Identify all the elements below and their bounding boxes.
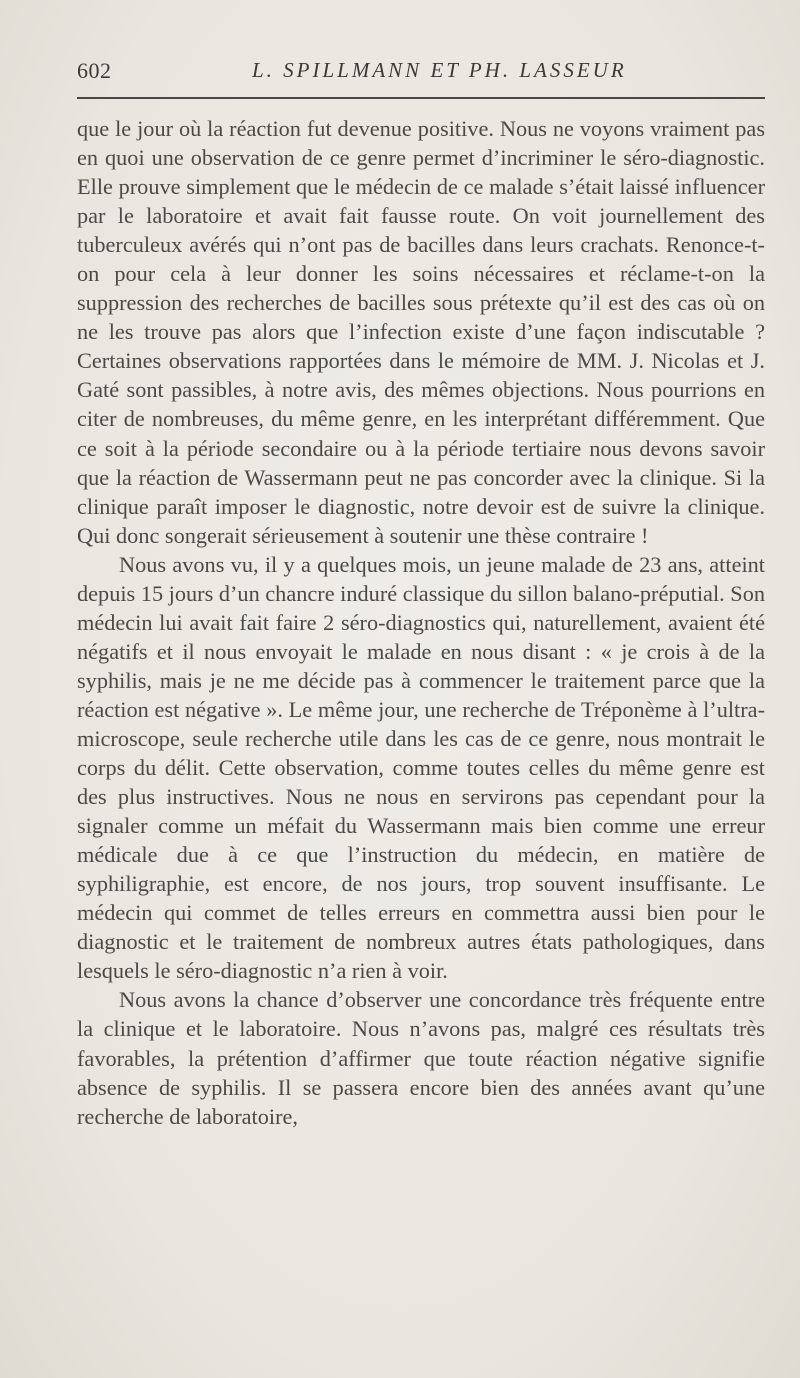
- page-number: 602: [77, 58, 112, 83]
- running-title: L. SPILLMANN ET PH. LASSEUR: [252, 58, 627, 82]
- body-text: [77, 114, 765, 1131]
- paragraph-2: Nous avons vu, il y a quelques mois, un jeune malade de 23 ans, atteint depuis 15 jours d’un chancre induré classique du sillon balano-préputial. Son médecin lui avait fait faire 2 séro-diagnostics qui, naturellement, avaient été négatifs et il nous envoyait le malade en nous disant : « je crois à de la syphilis, mais je ne me décide pas à commencer le traitement parce que la réaction est négative ». Le même jour, une recherche de Tréponème à l’ultra-microscope, seule recherche utile dans les cas de ce genre, nous montrait le corps du délit. Cette observation, comme toutes celles du même genre est des plus instructives. Nous ne nous en servirons pas cependant pour la signaler comme un méfait du Wassermann mais bien comme une erreur médicale due à ce que l’instruction du médecin, en matière de syphiligraphie, est encore, de nos jours, trop souvent insuffisante. Le médecin qui commet de telles erreurs en commettra aussi bien pour le diagnostic et le traitement de nombreux autres états pathologiques, dans lesquels le séro-diagnostic n’a rien à voir.: [77, 551, 765, 984]
- paragraph-1: que le jour où la réaction fut devenue positive. Nous ne voyons vraiment pas en quoi une observation de ce genre permet d’incriminer le séro-diagnostic. Elle prouve simplement que le médecin de ce malade s’était laissé influencer par le laboratoire et avait fait fausse route. On voit journellement des tuberculeux avérés qui n’ont pas de bacilles dans leurs crachats. Renonce-t-on pour cela à leur donner les soins nécessaires et réclame-t-on la suppression des recherches de bacilles sous prétexte qu’il est des cas où on ne les trouve pas alors que l’infection existe d’une façon indiscutable ? Certaines observations rapportées dans le mémoire de MM. J. Nicolas et J. Gaté sont passibles, à notre avis, des mêmes objections. Nous pourrions en citer de nombreuses, du même genre, en les interprétant différemment. Que ce soit à la période secondaire ou à la période tertiaire nous devons savoir que la réaction de Wassermann peut ne pas concorder avec la clinique. Si la clinique paraît imposer le diagnostic, notre devoir est de suivre la clinique. Qui donc songerait sérieusement à soutenir une thèse contraire !: [77, 116, 765, 548]
- header-divider: [77, 97, 765, 99]
- paragraph-3: Nous avons la chance d’observer une concordance très fréquente entre la clinique et le laboratoire. Nous n’avons pas, malgré ces résultats très favorables, la prétention d’affirmer que toute réaction négative signifie absence de syphilis. Il se passera encore bien des années avant qu’une recherche de laboratoire,: [77, 987, 765, 1129]
- running-head: [77, 58, 765, 94]
